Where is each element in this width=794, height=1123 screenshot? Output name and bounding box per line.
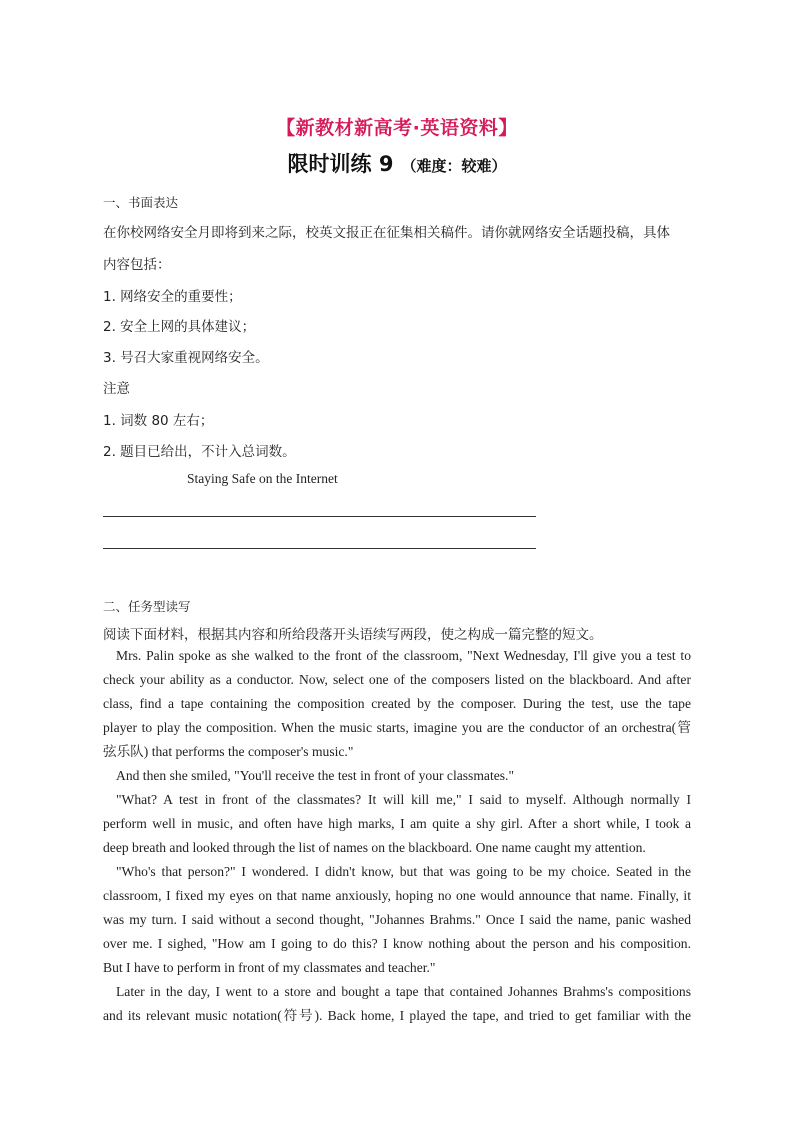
- essay-title: Staying Safe on the Internet: [187, 471, 338, 486]
- passage-line: 弦乐队) that performs the composer's music.": [103, 744, 354, 759]
- passage-line: But I have to perform in front of my classmates and teacher.": [103, 960, 436, 975]
- note-1: 1. 词数 80 左右；: [103, 413, 214, 429]
- title-row: [0, 148, 794, 178]
- answer-line[interactable]: [103, 548, 536, 549]
- passage-line: and its relevant music notation(符号). Back home, I played the tape, and tried to get familiar with the: [103, 1008, 691, 1023]
- point-2: 2. 安全上网的具体建议；: [103, 319, 256, 335]
- passage-line: player to play the composition. When the music starts, imagine you are the conductor of an orchestra(管: [103, 720, 691, 735]
- answer-line[interactable]: [103, 516, 536, 517]
- passage: [103, 644, 691, 1028]
- page-title: 限时训练 9: [287, 152, 394, 176]
- passage-line: Later in the day, I went to a store and bought a tape that contained Johannes Brahms's compositions: [116, 984, 691, 999]
- passage-line: class, find a tape containing the composition created by the composer. During the test, use the tape: [103, 696, 691, 711]
- passage-line: was my turn. I said without a second thought, "Johannes Brahms." Once I said the name, panic washed: [103, 912, 691, 927]
- passage-line: "What? A test in front of the classmates? It will kill me," I said to myself. Although normally I: [116, 792, 691, 807]
- prompt-line-2: 内容包括：: [103, 257, 171, 273]
- section2-instruction: 阅读下面材料，根据其内容和所给段落开头语续写两段，使之构成一篇完整的短文。: [103, 627, 603, 643]
- difficulty-label: （难度：较难）: [401, 157, 507, 175]
- passage-line: over me. I sighed, "How am I going to do this? I know nothing about the person and his composition.: [103, 936, 691, 951]
- section2-heading: 二、任务型读写: [103, 599, 191, 614]
- passage-line: And then she smiled, "You'll receive the test in front of your classmates.": [116, 768, 515, 783]
- passage-line: Mrs. Palin spoke as she walked to the front of the classroom, "Next Wednesday, I'll give you a test to: [116, 648, 691, 663]
- passage-line: "Who's that person?" I wondered. I didn't know, but that was going to be my choice. Seated in the: [116, 864, 691, 879]
- prompt-line-1: 在你校网络安全月即将到来之际，校英文报正在征集相关稿件。请你就网络安全话题投稿，具体: [103, 225, 670, 241]
- point-1: 1. 网络安全的重要性；: [103, 289, 242, 305]
- passage-line: classroom, I fixed my eyes on that name anxiously, hoping no one would announce that name. Finally, it: [103, 888, 691, 903]
- note-2: 2. 题目已给出，不计入总词数。: [103, 444, 296, 460]
- passage-line: perform well in music, and often have high marks, I am quite a shy girl. After a short while, I took a: [103, 816, 691, 831]
- section1-heading: 一、书面表达: [103, 195, 179, 210]
- passage-line: check your ability as a conductor. Now, select one of the composers listed on the blackboard. And after: [103, 672, 691, 687]
- banner-title: 【新教材新高考·英语资料】: [276, 117, 518, 139]
- passage-line: deep breath and looked through the list of names on the blackboard. One name caught my attention.: [103, 840, 646, 855]
- point-3: 3. 号召大家重视网络安全。: [103, 350, 269, 366]
- note-label: 注意: [103, 381, 130, 397]
